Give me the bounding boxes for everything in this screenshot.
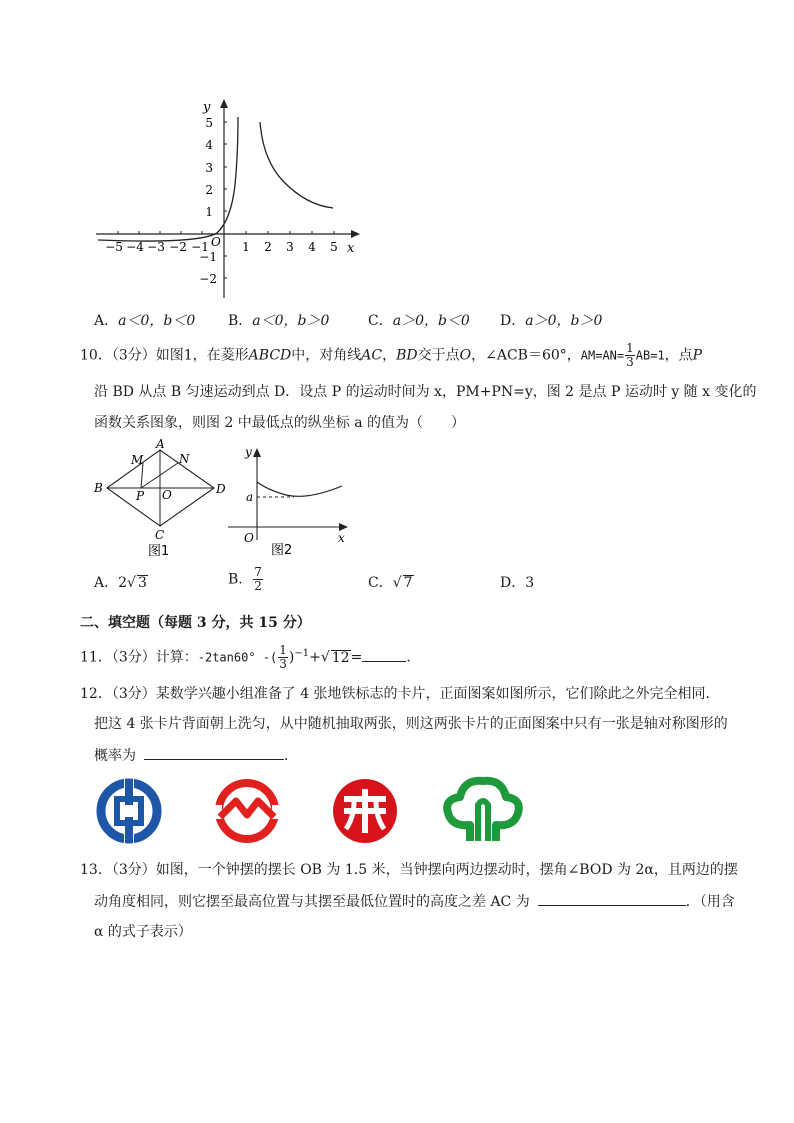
radicand: 7 <box>403 575 413 591</box>
option-letter: D． <box>500 313 526 329</box>
y-tick-label: 2 <box>205 183 213 197</box>
text: 交于点 <box>417 347 460 364</box>
x-tick-label: −1 <box>191 240 209 254</box>
x-tick-label: −4 <box>126 240 144 254</box>
origin-label: O <box>244 531 254 545</box>
radicand: 3 <box>137 575 147 591</box>
answer-blank[interactable] <box>538 893 686 906</box>
q9-function-graph <box>88 95 368 305</box>
q10-line2: 沿 BD 从点 B 匀速运动到点 D．设点 P 的运动时间为 x，PM+PN=y，图 2 是点 P 运动时 y 随 x 变化的 <box>94 384 757 400</box>
origin-label: O <box>211 235 221 249</box>
x-tick-label: 2 <box>264 240 272 254</box>
q13-line1 <box>80 860 738 880</box>
fraction-seven-halves: $\frac{7}{2}$ <box>254 565 262 593</box>
var-o: O <box>459 347 472 364</box>
y-axis-arrow <box>253 448 261 457</box>
option-text: a＜0，b＜0 <box>118 313 196 329</box>
q10-line3: 函数关系图象，则图 2 中最低点的纵坐标 a 的值为（ ） <box>94 415 466 431</box>
q12-line1 <box>80 684 720 704</box>
fraction-one-third: $\frac{1}{3}$ <box>279 643 287 672</box>
x-tick-label: 3 <box>286 240 294 254</box>
point-label-n: N <box>179 452 190 466</box>
y-tick-label: 4 <box>205 138 213 152</box>
curve-left-branch <box>98 117 238 241</box>
text: 概率为 <box>94 748 136 764</box>
section-heading-fill-blank: 二、填空题（每题 3 分，共 15 分） <box>80 615 311 631</box>
point-label-d: D <box>216 482 226 496</box>
option-text: a＞0，b＜0 <box>392 313 470 329</box>
q9-option-d[interactable] <box>500 310 602 330</box>
radicand: 12 <box>331 649 350 666</box>
lead-text: 计算： <box>155 649 198 666</box>
text: 如图1，在菱形 <box>155 347 249 364</box>
condition-text: AM=AN= <box>580 348 625 363</box>
text: 中，对角线 <box>291 347 362 364</box>
text: 动角度相同，则它摆至最高位置与其摆至最低位置时的高度之差 AC 为 <box>94 894 530 910</box>
q10-figure1-rhombus <box>90 438 240 563</box>
end-mark: ． <box>284 748 298 764</box>
option-value: 3 <box>525 575 535 591</box>
point-label-b: B <box>94 481 103 495</box>
q10-line1: 10．（3分）如图1，在菱形ABCD中，对角线AC，BD交于点O，∠ACB＝60°，AM=AN= $\frac{1}{3}$ AB=1，点P <box>80 341 703 369</box>
fraction-one-third: $\frac{1}{3}$ <box>626 341 634 369</box>
angle-text: ∠ACB＝60° <box>485 347 567 364</box>
answer-blank[interactable] <box>144 747 284 760</box>
expression-part: -2tan60° -( <box>197 650 278 665</box>
option-letter: C． <box>368 313 393 329</box>
option-letter: B． <box>228 313 253 329</box>
exponent: −1 <box>294 648 310 659</box>
q12-line2: 把这 4 张卡片背面朝上洗匀，从中随机抽取两张，则这两张卡片的正面图案中只有一张是轴对称图形的 <box>94 716 728 732</box>
score: （3分） <box>111 347 156 364</box>
q10-option-b[interactable] <box>228 566 264 593</box>
q10-option-a[interactable] <box>94 572 148 592</box>
option-letter: D． <box>500 575 526 591</box>
plus-sign: + <box>309 649 321 666</box>
q13-line3: α 的式子表示） <box>94 924 192 940</box>
var-p: P <box>692 347 703 364</box>
option-letter: A． <box>94 313 119 329</box>
y-axis-label: y <box>245 445 252 459</box>
x-axis-label: x <box>338 531 345 545</box>
x-tick-label: −2 <box>169 240 187 254</box>
x-tick-label: −3 <box>147 240 165 254</box>
a-label: a <box>246 490 254 504</box>
question-number: 10． <box>80 347 112 364</box>
x-tick-label: 5 <box>330 240 338 254</box>
x-axis-arrow <box>351 230 360 238</box>
q11-line <box>80 644 420 671</box>
logo-beijing-subway <box>94 777 164 845</box>
y-tick-label: 1 <box>205 205 213 219</box>
question-number: 11． <box>80 649 112 666</box>
score: （3分） <box>111 686 156 702</box>
text: ．（用含 <box>685 894 735 910</box>
option-text: a＞0，b＞0 <box>525 313 603 329</box>
x-axis-arrow <box>339 523 348 531</box>
figure2-caption: 图2 <box>271 543 293 558</box>
logo-shanghai-metro <box>212 777 282 845</box>
text: 某数学兴趣小组准备了 4 张地铁标志的卡片，正面图案如图所示，它们除此之外完全相同． <box>155 686 720 702</box>
y-tick-label: −2 <box>199 272 217 286</box>
q10-figure2-graph <box>228 442 358 562</box>
radical-sign: √ <box>127 575 136 591</box>
var-ac: AC <box>361 347 383 364</box>
question-number: 12． <box>80 686 112 702</box>
y-axis-label: y <box>203 100 211 115</box>
figure1-caption: 图1 <box>148 544 170 559</box>
q12-line3 <box>94 746 298 766</box>
q9-option-b[interactable] <box>228 310 329 330</box>
point-label-c: C <box>155 528 165 542</box>
y-tick-label: 5 <box>205 116 213 130</box>
expression-part: ) <box>288 649 295 666</box>
q10-option-d[interactable] <box>500 572 534 592</box>
text: ，点 <box>664 347 693 364</box>
score: （3分） <box>111 862 156 878</box>
q9-option-c[interactable] <box>368 310 470 330</box>
option-text: a＜0，b＞0 <box>252 313 330 329</box>
q10-option-c[interactable] <box>368 572 414 592</box>
point-label-p: P <box>136 489 145 503</box>
x-axis-label: x <box>347 241 355 256</box>
option-letter: B． <box>228 571 253 588</box>
answer-blank[interactable] <box>362 649 406 662</box>
y-tick-label: 3 <box>205 161 213 175</box>
y-tick-label: −1 <box>199 250 217 264</box>
option-letter: C． <box>368 575 393 591</box>
point-label-o: O <box>162 488 172 502</box>
x-tick-label: 4 <box>308 240 316 254</box>
x-tick-label: −5 <box>105 240 123 254</box>
score: （3分） <box>111 649 156 666</box>
logo-guangzhou-metro <box>330 777 400 845</box>
end-mark: ． <box>406 649 421 666</box>
option-letter: A． <box>94 575 119 591</box>
equals-sign: = <box>350 649 363 666</box>
radical-sign: √ <box>320 649 330 666</box>
x-tick-label: 1 <box>242 240 250 254</box>
var-bd: BD <box>396 347 418 364</box>
point-label-a: A <box>156 438 165 451</box>
y-axis-arrow <box>220 99 228 108</box>
option-coef: 2 <box>118 575 128 591</box>
question-number: 13． <box>80 862 112 878</box>
point-label-m: M <box>131 453 144 467</box>
radical-sign: √ <box>392 575 402 591</box>
condition-text: AB=1 <box>635 348 665 363</box>
text: 如图，一个钟摆的摆长 OB 为 1.5 米，当钟摆向两边摆动时，摆角∠BOD 为 2α，且两边的摆 <box>155 862 738 878</box>
q13-line2 <box>94 892 735 912</box>
logo-tree-metro <box>440 775 526 847</box>
var-abcd: ABCD <box>248 347 292 364</box>
min-curve <box>257 482 342 496</box>
curve-right-branch <box>260 122 333 208</box>
q9-option-a[interactable] <box>94 310 195 330</box>
